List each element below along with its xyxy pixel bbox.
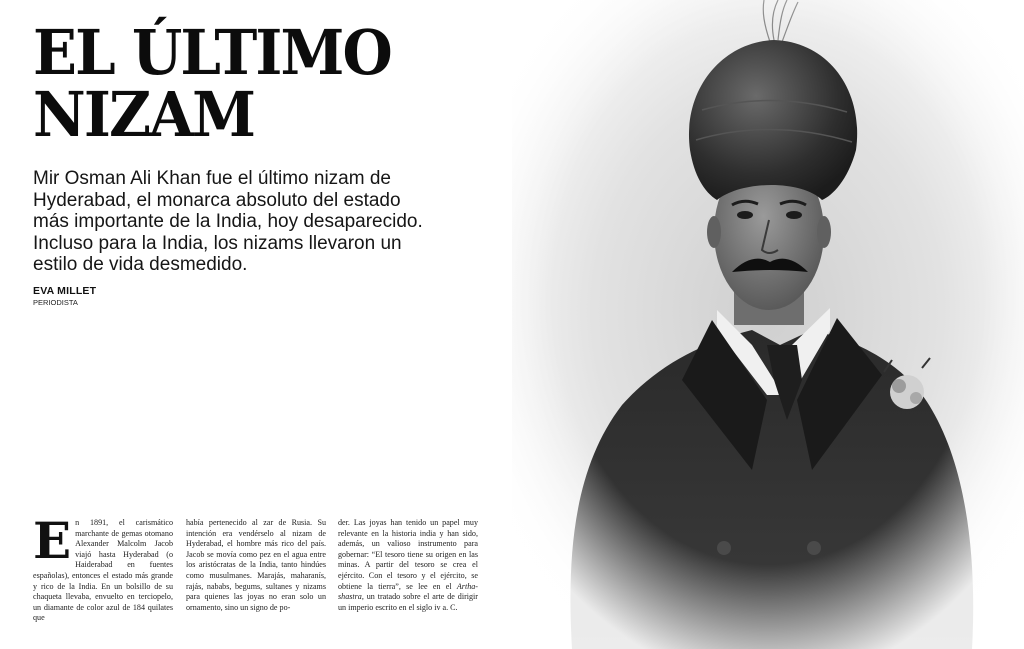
photo-vignette — [512, 0, 1024, 649]
article-lead: Mir Osman Ali Khan fue el último nizam de Hyderabad, el monarca absoluto del estado más importante de la India, hoy desaparecido. Incluso para la India, los nizams llevaron un estilo de vida desmedido. — [33, 168, 423, 275]
title-line-2: NIZAM — [33, 78, 255, 151]
author-role: PERIODISTA — [33, 298, 78, 307]
drop-cap: E — [33, 511, 72, 570]
body-column-3 — [338, 518, 478, 613]
body-column-2: había pertenecido al zar de Rusia. Su intención era vendérselo al nizam de Hyderabad, el hombre más rico del país. Jacob se movía como pez en el agua entre los aristócratas de la India, tanto hindúes como musulmanes. Marajás, maharanís, rajás, nababs, begums, sultanes y nizams para quienes las joyas no eran solo un ornamento, sino un signo de po- — [186, 518, 326, 612]
portrait-photo — [512, 0, 1024, 649]
title-line-1: EL ÚLTIMO — [33, 16, 391, 89]
author-name: EVA MILLET — [33, 285, 97, 297]
body-column-1 — [33, 511, 173, 624]
right-page — [512, 0, 1024, 649]
body-column-3-text-a: der. Las joyas han tenido un papel muy relevante en la historia india y han sido, además, un valioso instrumento para gobernar: “El tesoro tiene su origen en las minas. A partir del tesoro se crea el ejército. Con el tesoro y el ejército, se obtiene la tierra”, se lee en el — [338, 518, 478, 591]
article-title — [33, 16, 391, 151]
body-column-3-text-b: , un tratado sobre el arte de dirigir un imperio escrito en el siglo iv a. C. — [338, 592, 478, 612]
body-column-1-text: n 1891, el carismático marchante de gemas otomano Alexander Malcolm Jacob viajó hasta Hyderabad (o Haiderabad en fuentes españolas), entonces el estado más grande y rico de la India. En un bolsillo de su chaqueta llevaba, envuelto en terciopelo, un diamante de color azul de 184 quilates que — [33, 518, 173, 623]
book-title: Artha-shastra — [338, 581, 478, 602]
